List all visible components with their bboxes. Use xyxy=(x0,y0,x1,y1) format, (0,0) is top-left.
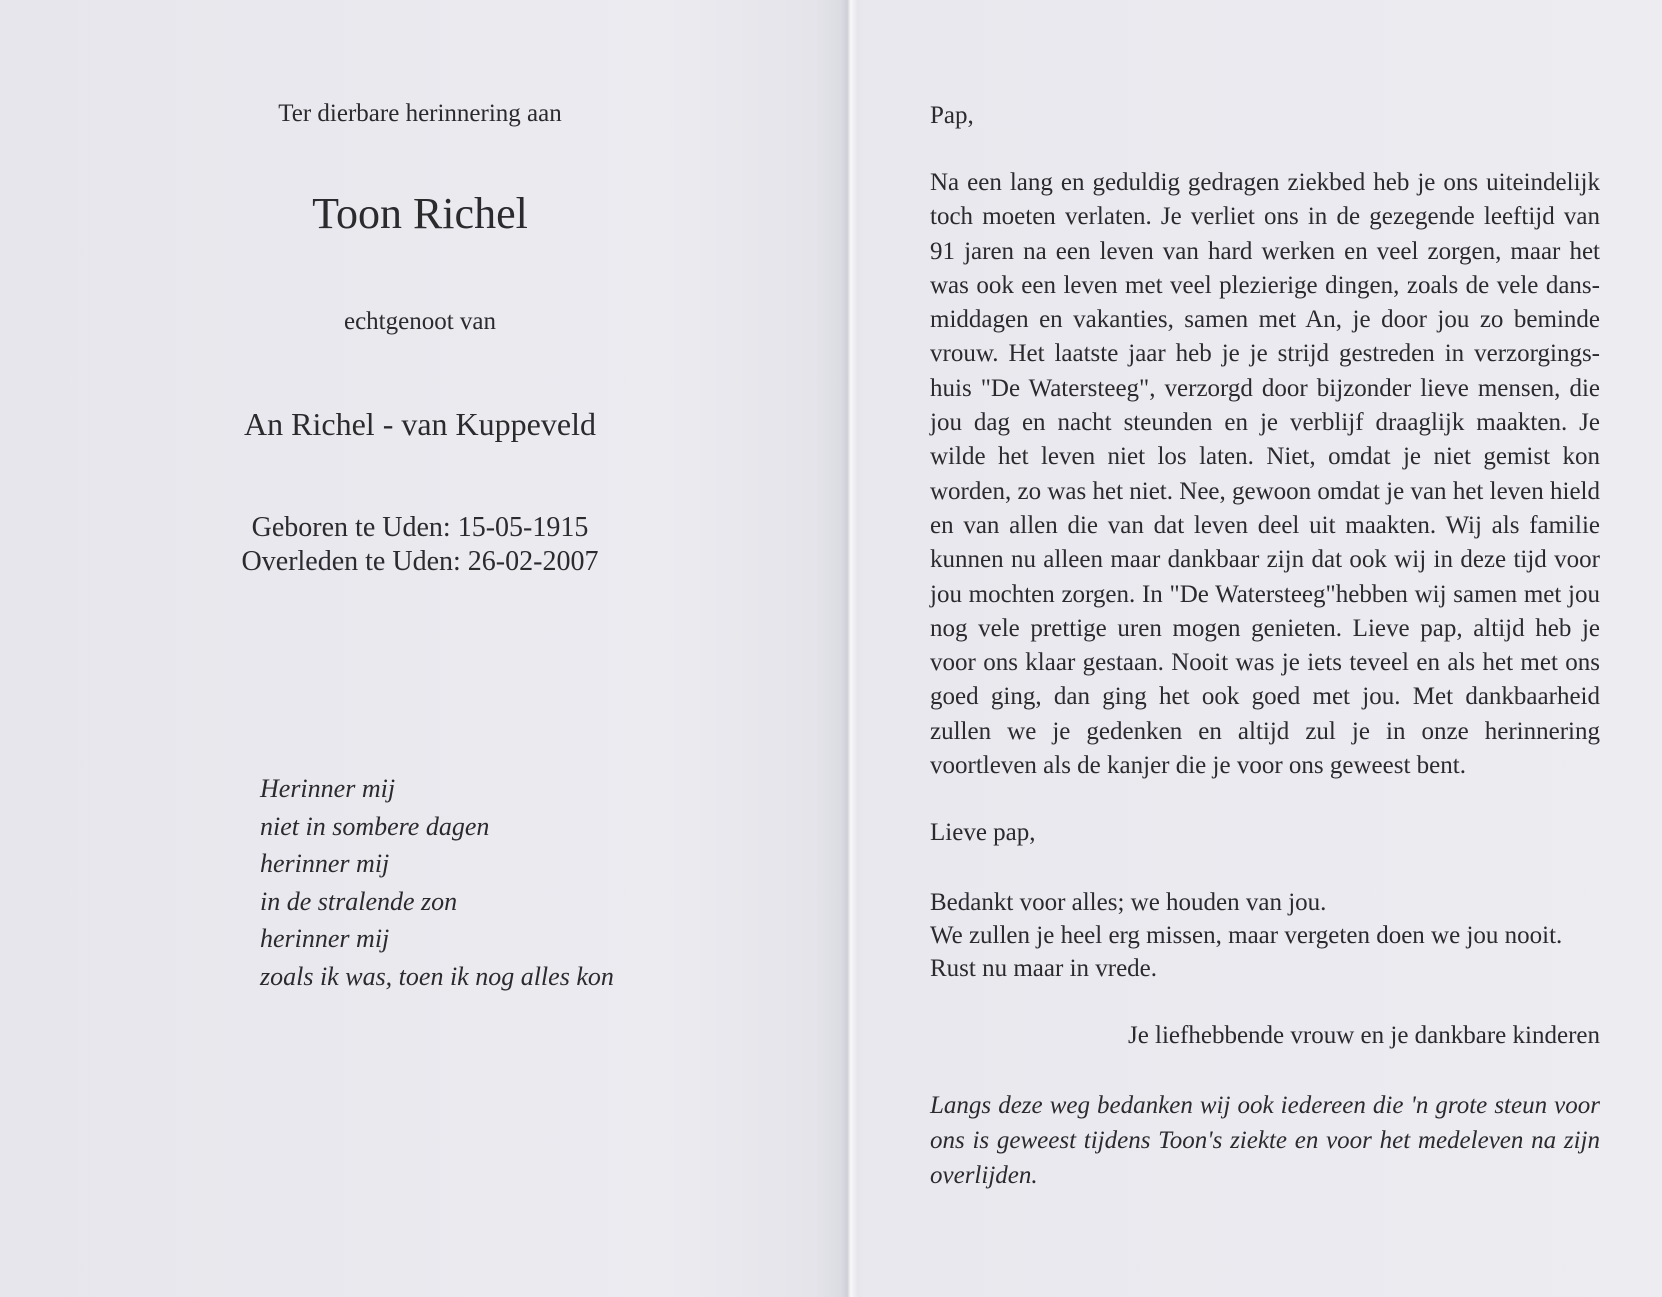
birth-line: Geboren te Uden: 15-05-1915 xyxy=(251,512,589,543)
poem-line: Herinner mij xyxy=(260,774,396,803)
spouse-label: echtgenoot van xyxy=(343,308,497,335)
thanks-note: Langs deze weg bedanken wij ook iedereen die 'n grote steun voor ons is geweest tijdens Toon's ziekte en voor het medeleven na zijn overlijden. xyxy=(930,1092,1600,1189)
poem-line: herinner mij xyxy=(260,924,390,953)
intro-text: Ter dierbare herinnering aan xyxy=(278,100,562,127)
poem xyxy=(260,770,614,995)
card-fold xyxy=(840,0,858,1297)
closing-line: We zullen je heel erg missen, maar vergeten doen we jou nooit. xyxy=(930,922,1563,949)
spouse-name: An Richel - van Kuppeveld xyxy=(244,406,596,442)
closing-line: Bedankt voor alles; we houden van jou. xyxy=(930,889,1327,916)
poem-line: in de stralende zon xyxy=(260,886,458,916)
poem-line: herinner mij xyxy=(260,849,390,878)
death-line: Overleden te Uden: 26-02-2007 xyxy=(241,546,599,577)
poem-line: zoals ik was, toen ik nog alles kon xyxy=(260,961,614,991)
signature: Je liefhebbende vrouw en je dankbare kinderen xyxy=(1127,1022,1600,1049)
letter-body: Na een lang en geduldig gedragen ziekbed heb je ons uiteindelijk toch moeten verlaten. Je verliet ons in de gezegende leeftijd van 91 jaren na een leven van hard werken en veel zorgen, maar het was ook een leven met veel plezierige dingen, zoals de vele dans-middagen en vakanties, samen met An, je door jou zo beminde vrouw. Het laatste jaar heb je je strijd gestreden in verzorgings-huis "De Watersteeg", verzorgd door bijzonder lieve mensen, die jou dag en nacht steunden en je verblijf draaglijk maakten. Je wilde het leven niet los laten. Niet, omdat je niet gemist kon worden, zo was het niet. Nee, gewoon omdat je van het leven hield en van allen die van dat leven deel uit maakten. Wij als familie kunnen nu alleen maar dankbaar zijn dat ook wij in deze tijd voor jou mochten zorgen. In "De Watersteeg"hebben wij samen met jou nog vele prettige uren mogen genieten. Lieve pap, altijd heb je voor ons klaar gestaan. Nooit was je iets teveel en als het met ons goed ging, dan ging het ook goed met jou. Met dankbaarheid zullen we je gedenken en altijd zul je in onze herinnering voortleven als de kanjer die je voor ons geweest bent. xyxy=(930,169,1600,780)
closing-lines xyxy=(930,886,1562,985)
deceased-name: Toon Richel xyxy=(312,189,528,238)
closing-line: Rust nu maar in vrede. xyxy=(930,955,1158,982)
salutation: Pap, xyxy=(930,102,974,129)
second-salutation: Lieve pap, xyxy=(930,819,1036,846)
poem-line: niet in sombere dagen xyxy=(260,811,490,841)
